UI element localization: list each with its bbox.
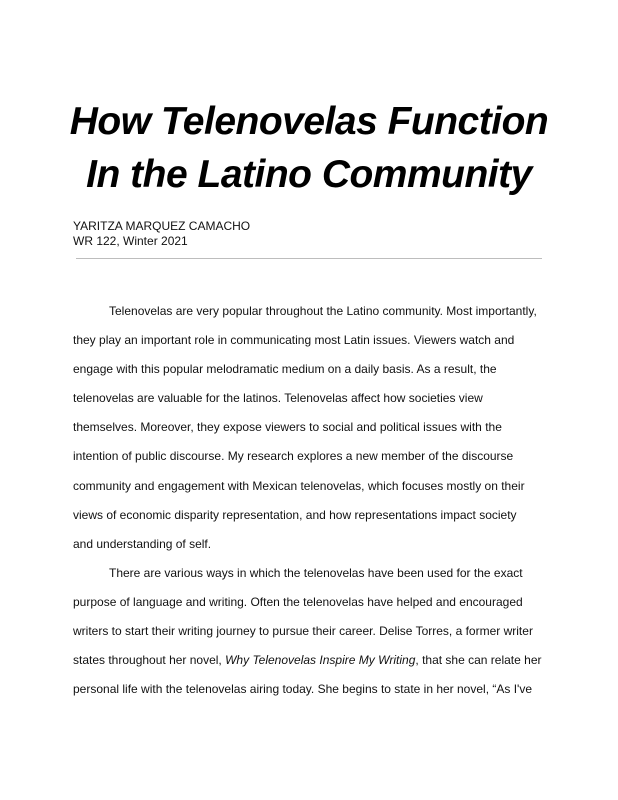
author-block: [73, 219, 250, 249]
text-segment: states throughout her novel,: [73, 653, 226, 668]
divider-line: [76, 258, 542, 259]
text-segment: , that she can relate her: [415, 653, 542, 668]
paragraph-2: [73, 559, 543, 704]
text-line: personal life with the telenovelas airing today. She begins to state in her novel, “As I've: [73, 682, 532, 697]
course-info: WR 122, Winter 2021: [73, 234, 188, 248]
document-title: [0, 95, 618, 201]
book-title: Why Telenovelas Inspire My Writing: [225, 653, 416, 668]
paragraph-1: [73, 297, 543, 559]
text-line: community and engagement with Mexican telenovelas, which focuses mostly on their: [73, 478, 525, 493]
author-name: YARITZA MARQUEZ CAMACHO: [73, 219, 251, 233]
text-line: Telenovelas are very popular throughout the Latino community. Most importantly,: [109, 304, 537, 318]
text-line: views of economic disparity representation, and how representations impact society: [73, 507, 517, 522]
body-text: [73, 297, 543, 704]
text-line: and understanding of self.: [73, 536, 212, 551]
title-line-1: How Telenovelas Function: [69, 100, 549, 143]
text-line: engage with this popular melodramatic medium on a daily basis. As a result, the: [73, 362, 497, 377]
text-line: intention of public discourse. My research explores a new member of the discourse: [73, 449, 514, 464]
text-line: There are various ways in which the telenovelas have been used for the exact: [109, 565, 523, 580]
text-line-with-book-title: [73, 646, 543, 675]
title-line-2: In the Latino Community: [86, 153, 532, 196]
text-line: telenovelas are valuable for the latinos. Telenovelas affect how societies view: [73, 391, 483, 406]
text-line: they play an important role in communicating most Latin issues. Viewers watch and: [73, 333, 515, 348]
text-line: writers to start their writing journey to pursue their career. Delise Torres, a former writer: [73, 624, 533, 639]
text-line: purpose of language and writing. Often the telenovelas have helped and encouraged: [73, 594, 523, 609]
text-line: themselves. Moreover, they expose viewers to social and political issues with the: [73, 420, 502, 435]
